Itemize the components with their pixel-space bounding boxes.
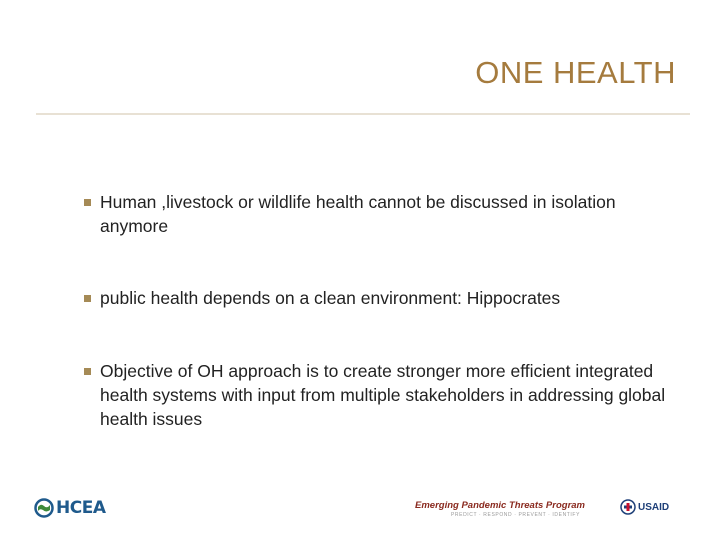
bullet-item: [84, 359, 684, 431]
square-bullet-icon: [84, 199, 91, 206]
usaid-seal-icon: [620, 499, 636, 515]
slide-title: ONE HEALTH: [475, 55, 676, 90]
bullet-text: public health depends on a clean environment: Hippocrates: [100, 288, 561, 308]
usaid-logo-text: USAID: [638, 501, 670, 513]
program-title: Emerging Pandemic Threats Program: [415, 500, 585, 511]
bullet-item: [84, 190, 684, 238]
globe-icon: [34, 498, 54, 518]
bullet-text: Human ,livestock or wildlife health cannot be discussed in isolation anymore: [100, 192, 616, 236]
ept-logo: [415, 498, 680, 520]
square-bullet-icon: [84, 295, 91, 302]
bullet-item: [84, 286, 684, 310]
title-divider: [36, 113, 690, 115]
usaid-logo: [620, 499, 669, 515]
hcea-logo-text: HCEA: [56, 498, 106, 518]
hcea-logo: [34, 496, 105, 520]
bullet-text: Objective of OH approach is to create stronger more efficient integrated health systems with input from multiple stakeholders in addressing global health issues: [100, 361, 666, 429]
bullet-list: [84, 190, 684, 431]
program-subtitle: PREDICT · RESPOND · PREVENT · IDENTIFY: [451, 512, 581, 518]
square-bullet-icon: [84, 368, 91, 375]
